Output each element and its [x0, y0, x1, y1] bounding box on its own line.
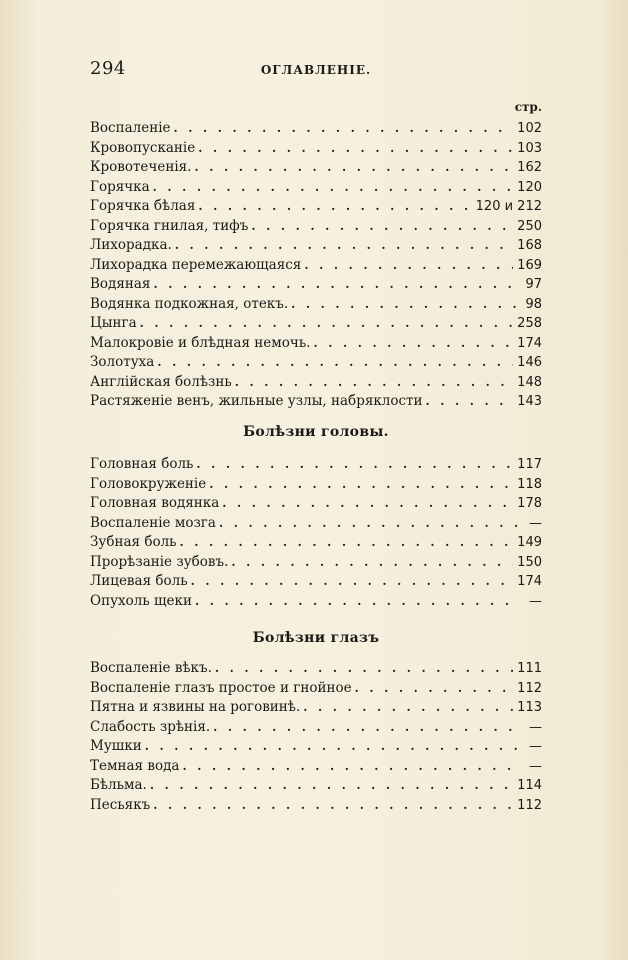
toc-entry [90, 335, 542, 355]
toc-entry [90, 198, 542, 218]
entry-title: Головокруженіе [90, 475, 207, 492]
toc-entry [90, 476, 542, 496]
dot-leader [194, 160, 513, 174]
toc-entry [90, 315, 542, 335]
toc-entry [90, 179, 542, 199]
entry-title: Воспаленіе мозга [90, 514, 216, 531]
page-header [90, 58, 542, 82]
entry-title: Горячка бѣлая [90, 198, 196, 214]
entry-title: Прорѣзаніе зубовъ. [90, 553, 229, 570]
toc-general-list [90, 120, 542, 413]
entry-page: 258 [517, 316, 542, 331]
toc-head-list [90, 456, 542, 612]
dot-leader [196, 457, 513, 471]
entry-page: 102 [517, 121, 542, 136]
entry-page: — [529, 593, 542, 609]
dot-leader [215, 661, 513, 675]
entry-page: 168 [517, 238, 542, 253]
entry-page: 98 [525, 296, 542, 312]
dot-leader [291, 297, 518, 311]
entry-page: 146 [517, 355, 542, 370]
dot-leader [303, 700, 513, 714]
dot-leader [174, 121, 514, 135]
entry-page: 114 [517, 778, 542, 793]
entry-title: Лихорадка. [90, 237, 172, 253]
entry-title: Цынга [90, 315, 137, 331]
toc-entry [90, 534, 542, 554]
entry-page: 149 [517, 535, 542, 550]
entry-title: Лихорадка перемежающаяся [90, 256, 302, 273]
toc-entry [90, 738, 542, 758]
entry-title: Кровотеченія. [90, 159, 192, 175]
entry-title: Воспаленіе глазъ простое и гнойное [90, 679, 352, 696]
entry-page: 113 [517, 700, 542, 715]
entry-page: — [529, 739, 542, 754]
toc-entry [90, 257, 542, 277]
entry-title: Золотуха [90, 354, 155, 370]
section-heading-eyes: Болѣзни глазъ [252, 630, 380, 646]
entry-title: Водяная [90, 276, 151, 292]
entry-page: 120 и 212 [475, 199, 542, 214]
dot-leader [157, 355, 513, 369]
dot-leader [153, 798, 513, 812]
toc-entry [90, 495, 542, 515]
toc-entry [90, 758, 542, 778]
dot-leader [150, 778, 513, 792]
entry-page: 150 [517, 554, 542, 570]
entry-title: Лицевая боль [90, 573, 188, 589]
entry-page: 148 [517, 374, 542, 390]
toc-entry [90, 237, 542, 257]
entry-page: 162 [517, 160, 542, 175]
entry-title: Водянка подкожная, отекъ. [90, 295, 289, 312]
entry-title: Кровопусканіе [90, 139, 196, 156]
dot-leader [219, 516, 518, 530]
entry-page: 97 [525, 277, 542, 292]
page-number: 294 [90, 58, 126, 79]
entry-title: Горячка [90, 178, 150, 195]
entry-page: 120 [517, 179, 542, 195]
toc-entry [90, 797, 542, 817]
toc-entry [90, 296, 542, 316]
page-column-label: стр. [514, 100, 542, 114]
entry-page: 174 [517, 574, 542, 589]
dot-leader [222, 496, 513, 510]
entry-page: 112 [517, 797, 542, 813]
entry-title: Пятна и язвины на роговинѣ. [90, 699, 301, 715]
entry-title: Слабость зрѣнія. [90, 718, 211, 735]
entry-page: 169 [517, 257, 542, 273]
toc-entry [90, 554, 542, 574]
section-heading-head: Болѣзни головы. [243, 424, 389, 440]
entry-title: Малокровіе и блѣдная немочь. [90, 334, 311, 351]
entry-title: Головная водянка [90, 495, 220, 511]
dot-leader [213, 720, 518, 734]
entry-page: 112 [517, 680, 542, 696]
toc-entry [90, 120, 542, 140]
dot-leader [198, 199, 471, 213]
dot-leader [251, 219, 513, 233]
dot-leader [140, 316, 514, 330]
entry-page: — [529, 719, 542, 735]
entry-title: Головная боль [90, 456, 194, 472]
toc-entry [90, 218, 542, 238]
dot-leader [198, 141, 513, 155]
toc-entry [90, 573, 542, 593]
toc-entry [90, 660, 542, 680]
toc-entry [90, 159, 542, 179]
toc-entry [90, 680, 542, 700]
toc-entry [90, 719, 542, 739]
entry-page: 118 [517, 476, 542, 492]
toc-entry [90, 354, 542, 374]
dot-leader [145, 739, 518, 753]
entry-page: 174 [517, 335, 542, 351]
entry-title: Зубная боль [90, 534, 177, 550]
entry-page: 250 [517, 218, 542, 234]
entry-page: — [529, 515, 542, 531]
dot-leader [175, 238, 513, 252]
toc-entry [90, 515, 542, 535]
dot-leader [182, 759, 518, 773]
entry-page: 103 [517, 140, 542, 156]
dot-leader [355, 681, 514, 695]
toc-entry [90, 374, 542, 394]
dot-leader [209, 477, 513, 491]
running-title: ОГЛАВЛЕНІЕ. [260, 63, 372, 77]
entry-page: 111 [517, 661, 542, 676]
dot-leader [313, 336, 513, 350]
toc-entry [90, 276, 542, 296]
entry-title: Песьякъ [90, 796, 151, 813]
entry-title: Горячка гнилая, тифъ [90, 217, 249, 234]
toc-entry [90, 140, 542, 160]
dot-leader [304, 258, 513, 272]
toc-entry [90, 393, 542, 413]
entry-page: 117 [517, 457, 542, 472]
dot-leader [231, 555, 513, 569]
toc-entry [90, 593, 542, 613]
entry-page: — [529, 758, 542, 774]
entry-title: Растяженіе венъ, жильные узлы, набряклости [90, 393, 423, 409]
dot-leader [426, 394, 514, 408]
entry-page: 143 [517, 394, 542, 409]
dot-leader [180, 535, 514, 549]
entry-page: 178 [517, 496, 542, 511]
dot-leader [191, 574, 514, 588]
dot-leader [153, 277, 518, 291]
toc-entry [90, 699, 542, 719]
entry-title: Воспаленіе [90, 120, 171, 136]
dot-leader [153, 180, 514, 194]
toc-entry [90, 456, 542, 476]
entry-title: Мушки [90, 738, 142, 754]
dot-leader [195, 594, 518, 608]
entry-title: Бѣльма. [90, 777, 147, 793]
toc-entry [90, 777, 542, 797]
toc-eyes-list [90, 660, 542, 816]
entry-title: Воспаленіе вѣкъ. [90, 660, 212, 676]
entry-title: Опухоль щеки [90, 592, 192, 609]
entry-title: Темная вода [90, 757, 180, 774]
entry-title: Англійская болѣзнь [90, 373, 232, 390]
dot-leader [235, 375, 513, 389]
